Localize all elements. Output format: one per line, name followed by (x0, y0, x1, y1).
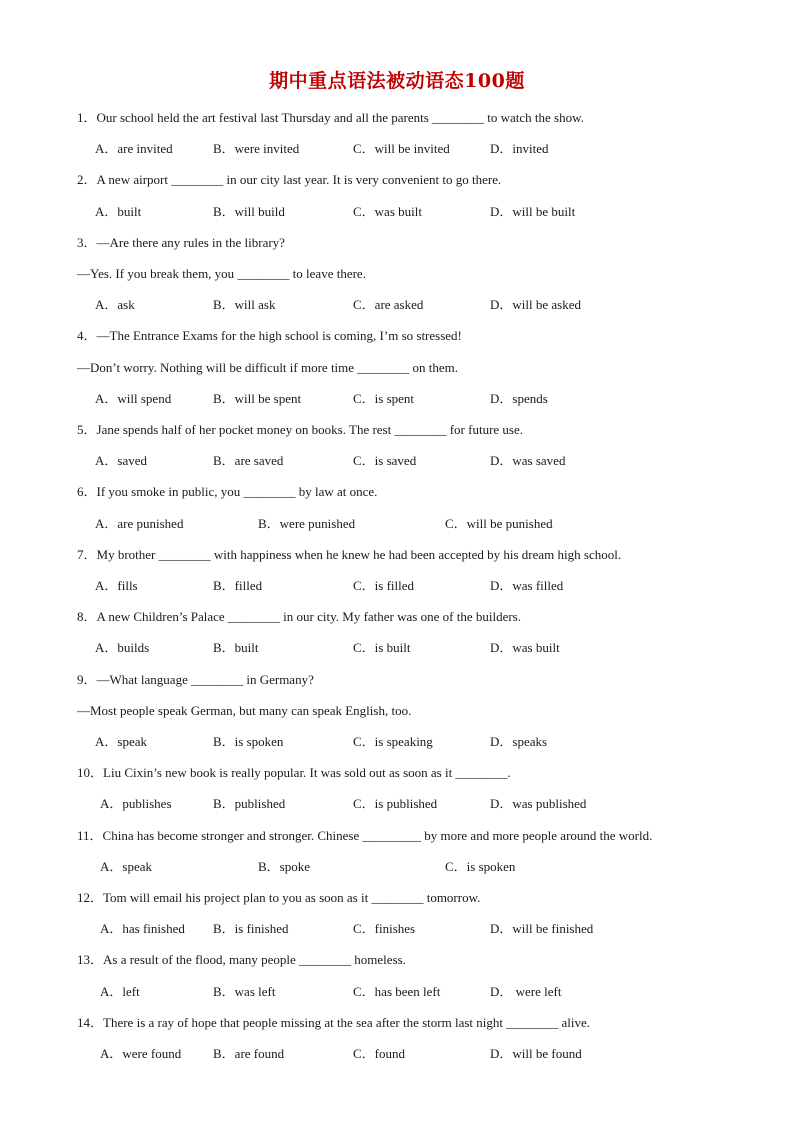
question-text: As a result of the flood, many people ________ homeless. (103, 952, 406, 968)
answer-option[interactable]: C．is spoken (445, 858, 516, 874)
answer-option[interactable]: A．left (100, 983, 140, 999)
question-number: 2． (77, 172, 97, 188)
question-text: —Are there any rules in the library? (96, 234, 285, 250)
answer-option[interactable]: A．builds (95, 640, 150, 656)
answer-option[interactable]: B．will ask (213, 297, 276, 313)
answer-option[interactable]: C．is built (353, 640, 411, 656)
question-stem (77, 110, 584, 126)
answer-option[interactable]: C．has been left (353, 983, 441, 999)
question-text: If you smoke in public, you ________ by law at once. (96, 484, 378, 500)
answer-option[interactable]: A．are invited (95, 141, 173, 157)
dialogue-reply: —Don’t worry. Nothing will be difficult if more time ________ on them. (77, 359, 459, 375)
question-text: Tom will email his project plan to you as soon as it ________ tomorrow. (103, 890, 481, 905)
answer-option[interactable]: C．is filled (353, 578, 415, 593)
question-number: 6． (77, 484, 97, 500)
dialogue-reply: —Most people speak German, but many can speak English, too. (77, 702, 412, 718)
question-stem (77, 952, 406, 968)
answer-option[interactable]: B．will be spent (213, 390, 302, 406)
answer-option[interactable]: C．finishes (353, 921, 416, 937)
question-number: 12． (77, 890, 104, 905)
question-number: 1． (77, 110, 97, 125)
question-stem (77, 765, 511, 781)
answer-option[interactable]: D．will be built (490, 203, 576, 219)
question-text: There is a ray of hope that people missing at the sea after the storm last night ________ alive. (103, 1014, 591, 1030)
question-text: Jane spends half of her pocket money on books. The rest ________ for future use. (96, 422, 524, 437)
question-text: Liu Cixin’s new book is really popular. It was sold out as soon as it ________. (103, 765, 511, 781)
answer-option[interactable]: C．will be invited (353, 141, 450, 157)
answer-option[interactable]: A．are punished (95, 515, 184, 531)
answer-option[interactable]: D． were left (490, 983, 562, 999)
dialogue-reply: —Yes. If you break them, you ________ to leave there. (77, 266, 366, 281)
question-number: 5． (77, 422, 97, 437)
answer-option[interactable]: D．spends (490, 390, 548, 406)
page-title: 期中重点语法被动语态100题 (269, 70, 525, 92)
answer-option[interactable]: C．is speaking (353, 734, 433, 749)
answer-option[interactable]: B．were punished (258, 515, 356, 531)
answer-option[interactable]: D．was filled (490, 578, 564, 593)
answer-option[interactable]: B．filled (213, 578, 263, 593)
answer-option[interactable]: A．were found (100, 1046, 182, 1061)
question-number: 11． (77, 827, 103, 843)
answer-option[interactable]: A．speak (100, 858, 152, 874)
answer-option[interactable]: A．will spend (95, 390, 172, 406)
answer-option[interactable]: A．has finished (100, 921, 185, 937)
answer-option[interactable]: D．will be found (490, 1046, 582, 1061)
question-number: 9． (77, 671, 97, 687)
question-stem (77, 828, 652, 844)
question-number: 13． (77, 952, 104, 968)
answer-option[interactable]: A．built (95, 203, 142, 219)
answer-option[interactable]: A．saved (95, 453, 147, 469)
question-number: 7． (77, 546, 97, 562)
question-number: 8． (77, 609, 97, 625)
question-stem (77, 890, 480, 906)
question-number: 3． (77, 234, 97, 250)
question-text: A new airport ________ in our city last year. It is very convenient to go there. (96, 172, 502, 188)
answer-option[interactable]: D．was built (490, 640, 560, 656)
answer-option[interactable]: D．will be asked (490, 297, 581, 313)
question-stem (77, 172, 501, 188)
answer-option[interactable]: B．published (213, 796, 286, 812)
answer-option[interactable]: B．is finished (213, 921, 289, 937)
question-stem (77, 235, 285, 251)
answer-option[interactable]: D．was saved (490, 453, 566, 469)
answer-option[interactable]: B．spoke (258, 858, 311, 874)
answer-option[interactable]: B．will build (213, 203, 285, 219)
answer-option[interactable]: A．fills (95, 578, 138, 593)
question-text: Our school held the art festival last Thursday and all the parents ________ to watch the show. (96, 110, 584, 125)
answer-option[interactable]: B．is spoken (213, 734, 284, 749)
answer-option[interactable]: A．ask (95, 297, 135, 313)
question-text: —The Entrance Exams for the high school is coming, I’m so stressed! (96, 328, 462, 344)
answer-option[interactable]: A．speak (95, 734, 147, 749)
question-stem (77, 1015, 590, 1031)
answer-option[interactable]: C．is spent (353, 390, 415, 406)
question-stem (77, 672, 314, 688)
question-stem (77, 609, 521, 625)
answer-option[interactable]: A．publishes (100, 796, 172, 812)
answer-option[interactable]: C．is saved (353, 453, 417, 469)
question-number: 10． (77, 765, 104, 781)
question-stem (77, 328, 462, 344)
answer-option[interactable]: D．will be finished (490, 921, 594, 937)
answer-option[interactable]: D．speaks (490, 734, 548, 749)
question-text: —What language ________ in Germany? (96, 671, 314, 687)
answer-option[interactable]: B．was left (213, 983, 276, 999)
question-stem (77, 484, 377, 500)
question-stem (77, 547, 621, 563)
answer-option[interactable]: D．was published (490, 796, 587, 812)
answer-option[interactable]: C．found (353, 1046, 406, 1061)
answer-option[interactable]: B．are saved (213, 453, 284, 469)
question-text: China has become stronger and stronger. Chinese _________ by more and more people around the world. (102, 827, 653, 843)
question-text: A new Children’s Palace ________ in our city. My father was one of the builders. (96, 609, 521, 625)
question-number: 14． (77, 1014, 104, 1030)
answer-option[interactable]: B．built (213, 640, 259, 656)
answer-option[interactable]: C．will be punished (445, 515, 553, 531)
answer-option[interactable]: C．was built (353, 203, 422, 219)
question-number: 4． (77, 328, 97, 344)
answer-option[interactable]: C．are asked (353, 297, 424, 313)
answer-option[interactable]: B．were invited (213, 141, 300, 157)
question-stem (77, 422, 523, 438)
answer-option[interactable]: C．is published (353, 796, 438, 812)
question-text: My brother ________ with happiness when he knew he had been accepted by his dream high school. (96, 546, 622, 562)
answer-option[interactable]: D．invited (490, 141, 549, 157)
answer-option[interactable]: B．are found (213, 1046, 285, 1061)
